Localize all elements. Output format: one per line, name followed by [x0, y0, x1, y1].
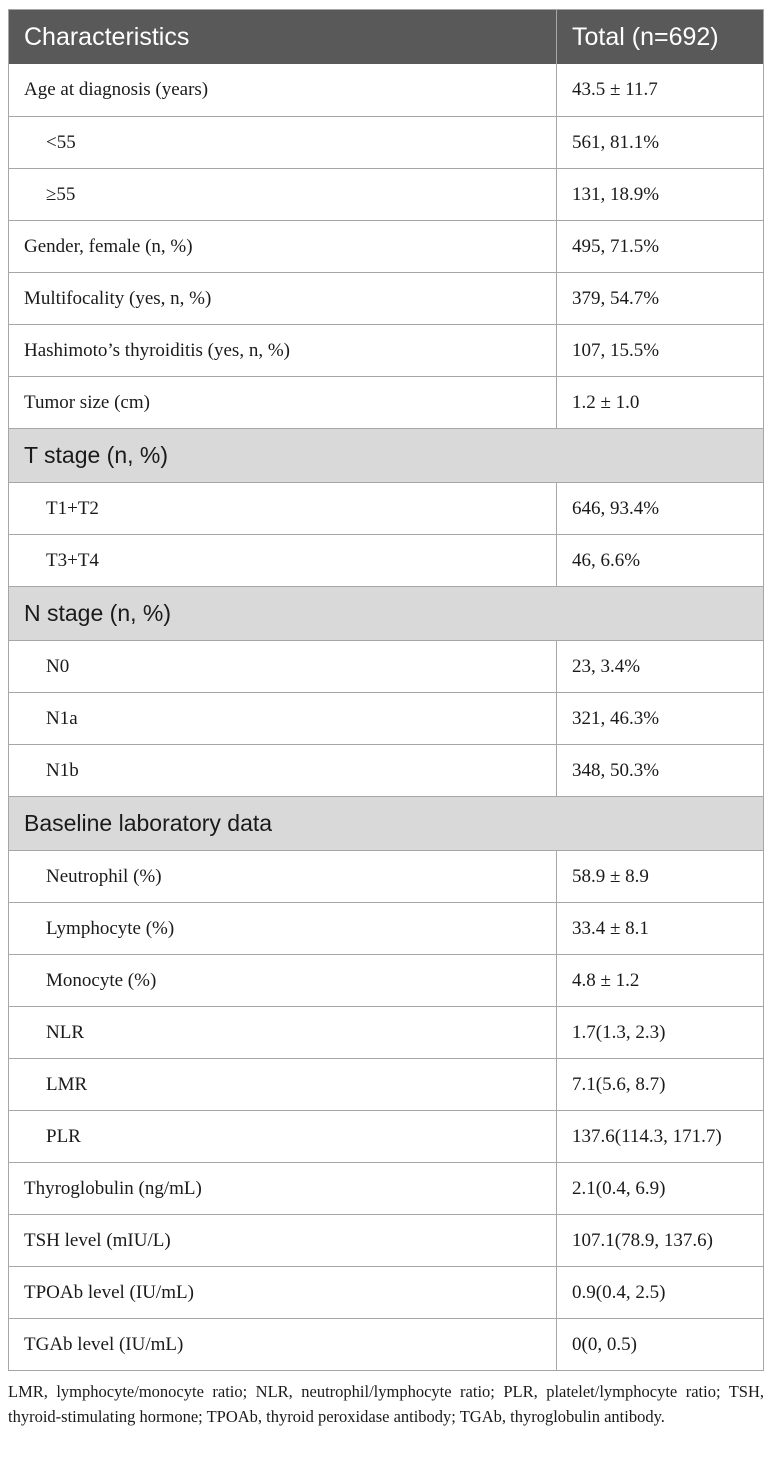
table-row: [9, 640, 763, 692]
row-label: Tumor size (cm): [9, 377, 557, 428]
row-label: N0: [9, 641, 557, 692]
row-value: 7.1(5.6, 8.7): [572, 1073, 666, 1095]
row-value: 23, 3.4%: [572, 655, 641, 677]
row-label: TGAb level (IU/mL): [9, 1319, 557, 1370]
row-value: 495, 71.5%: [572, 235, 660, 257]
table-header-row: [9, 10, 763, 64]
table-row: [9, 1214, 763, 1266]
table-row: [9, 534, 763, 586]
table-row: [9, 1110, 763, 1162]
row-value: 0(0, 0.5): [572, 1333, 637, 1355]
row-value: 107, 15.5%: [572, 339, 660, 361]
table-footnote: LMR, lymphocyte/monocyte ratio; NLR, neutrophil/lymphocyte ratio; PLR, platelet/lymphocyte ratio; TSH, thyroid-stimulating hormone; TPOAb, thyroid peroxidase antibody; TGAb, thyroglobulin antibody.: [8, 1382, 764, 1426]
characteristics-table: [8, 9, 764, 1371]
table-row: [9, 116, 763, 168]
row-value: 46, 6.6%: [572, 549, 641, 571]
table-row: [9, 692, 763, 744]
section-row: [9, 796, 763, 850]
row-label: TSH level (mIU/L): [9, 1215, 557, 1266]
row-value: 33.4 ± 8.1: [572, 917, 649, 939]
header-characteristics: Characteristics: [9, 10, 557, 64]
table-row: [9, 1006, 763, 1058]
table-row: [9, 324, 763, 376]
row-value: 137.6(114.3, 171.7): [572, 1125, 722, 1147]
row-value: 0.9(0.4, 2.5): [572, 1281, 666, 1303]
table-row: [9, 902, 763, 954]
row-value: 646, 93.4%: [572, 497, 660, 519]
row-label: LMR: [9, 1059, 557, 1110]
row-label: NLR: [9, 1007, 557, 1058]
row-label: N1b: [9, 745, 557, 796]
section-label: N stage (n, %): [24, 600, 171, 626]
row-value: 348, 50.3%: [572, 759, 660, 781]
row-value: 1.2 ± 1.0: [572, 391, 640, 413]
row-value: 1.7(1.3, 2.3): [572, 1021, 666, 1043]
row-label: Age at diagnosis (years): [9, 64, 557, 116]
row-label: T3+T4: [9, 535, 557, 586]
row-value: 561, 81.1%: [572, 131, 660, 153]
row-value: 131, 18.9%: [572, 183, 660, 205]
row-value: 58.9 ± 8.9: [572, 865, 649, 887]
table-row: [9, 1058, 763, 1110]
row-value: 379, 54.7%: [572, 287, 660, 309]
table-row: [9, 64, 763, 116]
row-label: TPOAb level (IU/mL): [9, 1267, 557, 1318]
section-label: T stage (n, %): [24, 442, 169, 468]
table-row: [9, 376, 763, 428]
row-label: Monocyte (%): [9, 955, 557, 1006]
section-row: [9, 586, 763, 640]
row-label: Neutrophil (%): [9, 851, 557, 902]
table-row: [9, 1318, 763, 1370]
row-value: 43.5 ± 11.7: [572, 79, 658, 100]
table-body: [9, 64, 763, 1370]
header-total: Total (n=692): [572, 22, 719, 51]
row-value: 2.1(0.4, 6.9): [572, 1177, 666, 1199]
row-label: ≥55: [9, 169, 557, 220]
row-label: Gender, female (n, %): [9, 221, 557, 272]
row-label: Thyroglobulin (ng/mL): [9, 1163, 557, 1214]
table-row: [9, 1266, 763, 1318]
row-label: PLR: [9, 1111, 557, 1162]
row-label: Lymphocyte (%): [9, 903, 557, 954]
row-value: 321, 46.3%: [572, 707, 660, 729]
row-label: Hashimoto’s thyroiditis (yes, n, %): [9, 325, 557, 376]
table-row: [9, 482, 763, 534]
table-row: [9, 272, 763, 324]
row-value: 4.8 ± 1.2: [572, 969, 640, 991]
table-row: [9, 168, 763, 220]
table-row: [9, 850, 763, 902]
row-label: <55: [9, 117, 557, 168]
table-row: [9, 220, 763, 272]
table-row: [9, 954, 763, 1006]
row-label: Multifocality (yes, n, %): [9, 273, 557, 324]
row-value: 107.1(78.9, 137.6): [572, 1229, 713, 1251]
section-row: [9, 428, 763, 482]
row-label: N1a: [9, 693, 557, 744]
table-row: [9, 1162, 763, 1214]
section-label: Baseline laboratory data: [24, 810, 273, 836]
table-row: [9, 744, 763, 796]
row-label: T1+T2: [9, 483, 557, 534]
